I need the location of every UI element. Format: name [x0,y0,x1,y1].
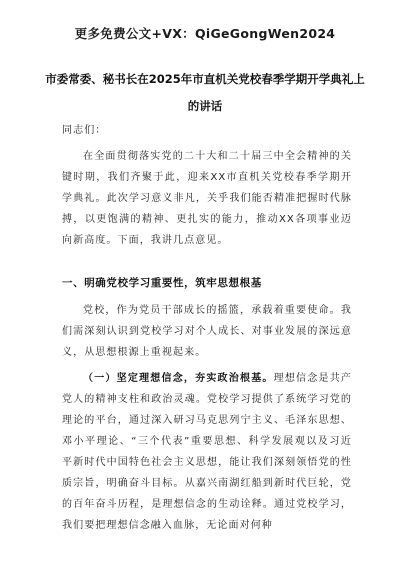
header-banner: 更多免费公文+VX：QiGeGongWen2024 [74,26,336,41]
paragraph-ideals [62,368,352,536]
salutation: 同志们： [62,125,107,136]
document-title: 市委常委、秘书长在2025年市直机关党校春季学期开学典礼上的讲话 [45,72,365,113]
paragraph-party-school: 党校，作为党员干部成长的摇篮，承载着重要使命。我们需深刻认识到党校学习对个人成长、对事业发展的深远意义，从思想根源上重视起来。 [62,305,352,358]
section-heading-1: 一、明确党校学习重要性，筑牢思想根基 [62,277,262,289]
subheading-ideals: （一）坚定理想信念，夯实政治根基。 [83,373,274,384]
paragraph-ideals-body: 理想信念是共产党人的精神支柱和政治灵魂。党校学习提供了系统学习党的理论的平台，通过深入研习马克思列宁主义、毛泽东思想、邓小平理论、“三个代表”重要思想、科学发展观以及习近平新时代中国特色社会主义思想，能让我们深刻领悟党的性质宗旨，明确奋斗目标。从嘉兴南湖红船到新时代巨轮，党的百年奋斗历程，是理想信念的生动诠释。通过党校学习，我们要把理想信念融入血脉，无论面对何种 [62,373,353,531]
paragraph-intro: 在全面贯彻落实党的二十大和二十届三中全会精神的关键时期，我们齐聚于此，迎来XX市直机关党校春季学期开学典礼。此次学习意义非凡，关乎我们能否精准把握时代脉搏，以更饱满的精神、更扎实的能力，推动XX各项事业迈向新高度。下面，我讲几点意见。 [62,151,352,246]
